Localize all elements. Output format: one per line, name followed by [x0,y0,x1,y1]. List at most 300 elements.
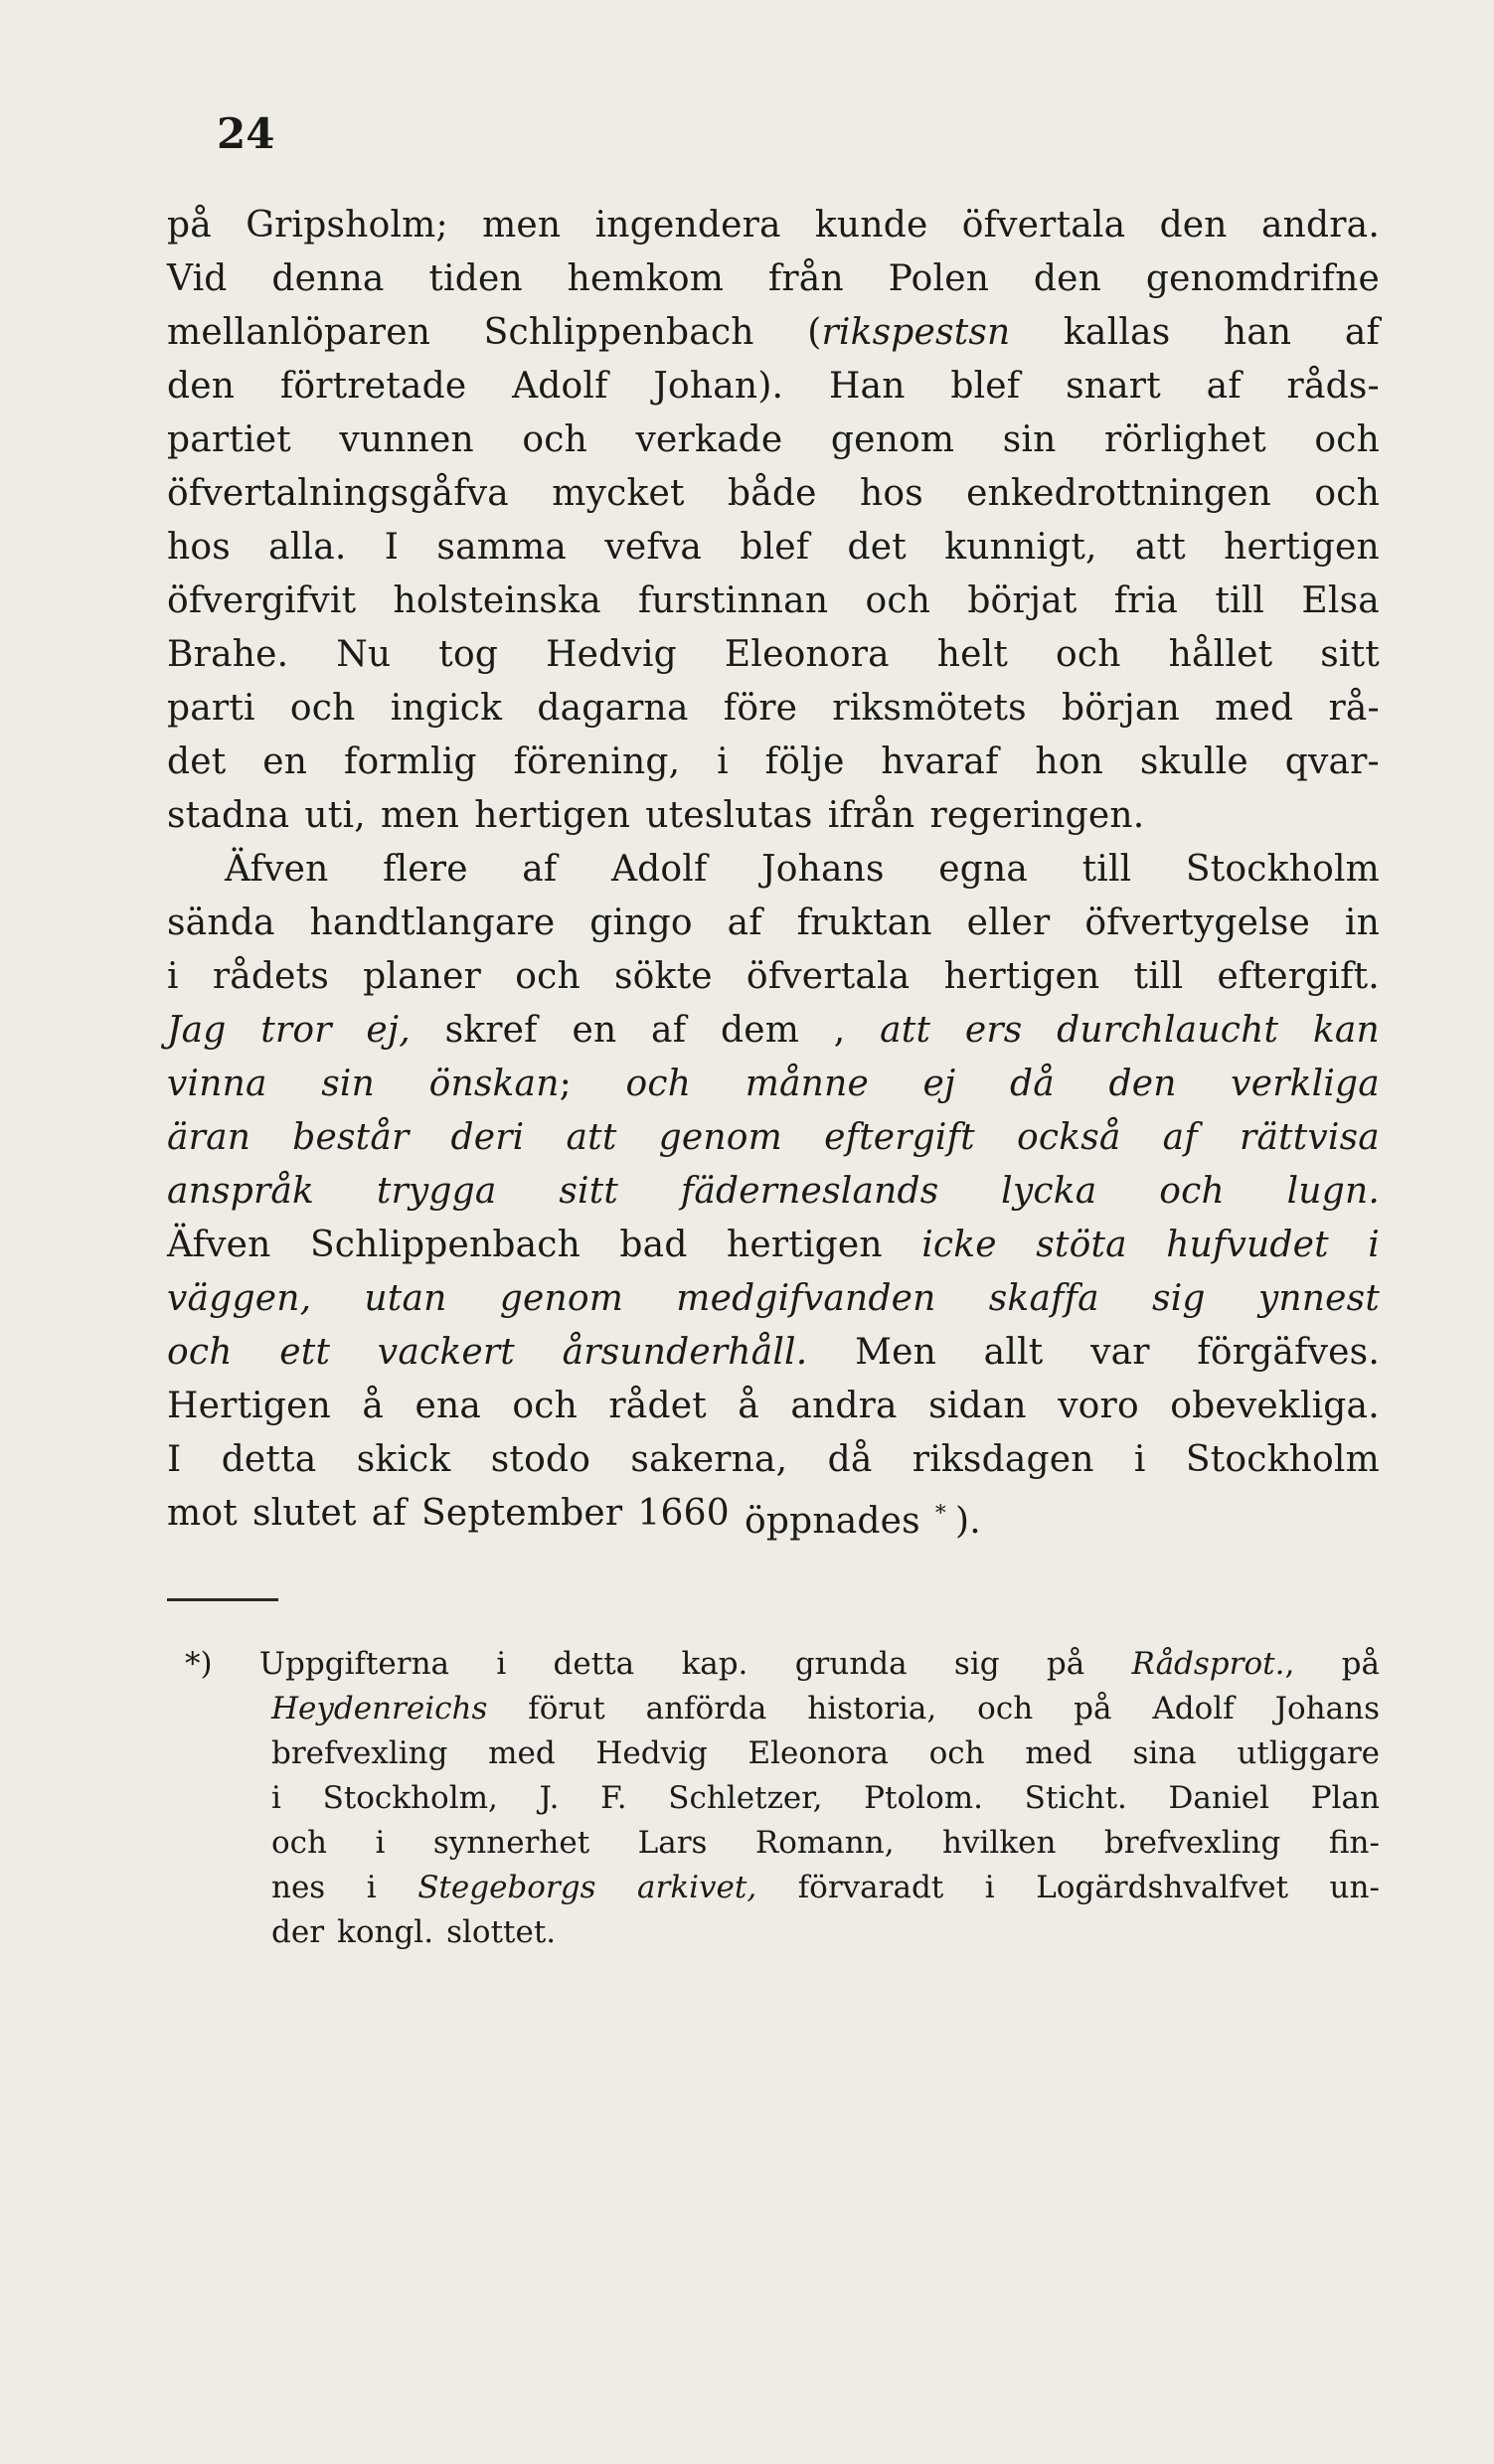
body-line [167,1487,1380,1541]
body-word: hertigen [474,795,631,836]
body-word: med [1215,688,1294,729]
footnote [167,1642,1380,1955]
footnote-word: Rådsprot. [1131,1646,1285,1682]
body-word: I [384,527,400,568]
footnote-line [167,1910,1380,1955]
footnote-word: och [977,1691,1034,1726]
body-word: af [1206,366,1242,407]
body-word: riksdagen [912,1439,1094,1480]
body-word: ena [415,1386,482,1426]
body-word: Schlippenbach [309,1225,581,1265]
body-word: men [482,205,562,246]
footnote-word: *) [185,1646,213,1682]
body-word: på [167,205,212,246]
body-word: då [827,1439,873,1480]
body-word: å [738,1386,759,1426]
body-word: sökte [614,956,713,997]
body-word: riksmötets [832,688,1027,729]
body-word: hufvudet [1166,1225,1329,1265]
body-word: Elsa [1301,580,1380,621]
body-word: hvaraf [881,741,999,782]
body-word: han [1223,312,1292,353]
body-line [167,789,1380,843]
body-word: alla. [268,527,347,568]
body-word: och [167,1332,233,1373]
body-word: från [767,258,844,299]
body-word: furstinnan [638,580,829,621]
body-word: den [1108,1064,1177,1104]
body-word: Stockholm [1185,1439,1380,1480]
body-line [167,1111,1380,1165]
body-word: ingick [390,688,503,729]
body-word: öfvertalningsgåfva [167,473,509,514]
body-line [167,1219,1380,1272]
body-line [167,628,1380,682]
footnote-word: Stockholm, [322,1780,498,1816]
footnote-word: fin- [1328,1825,1380,1861]
footnote-word: kongl. [337,1914,434,1950]
body-word: dem [720,1010,800,1051]
body-word: ers [964,1010,1023,1051]
body-word: snart [1066,366,1161,407]
body-word: medgifvanden [676,1278,936,1319]
body-line [167,1380,1380,1433]
body-word: qvar- [1284,741,1380,782]
footnote-word: med [488,1735,556,1771]
body-word: att [880,1010,931,1051]
body-word: sitt [559,1171,619,1212]
body-word: bad [619,1225,688,1265]
body-line [167,1004,1380,1058]
body-line [167,521,1380,575]
body-word: andra. [1260,205,1380,246]
footnote-word: i [984,1870,995,1905]
body-word: öfvertygelse [1084,903,1311,943]
footnote-word: Sticht. [1024,1780,1127,1816]
footnote-word: un- [1329,1870,1380,1905]
body-word: äran [167,1117,251,1158]
body-word: till [1081,849,1132,890]
body-word: var [1090,1332,1150,1373]
body-word: mycket [552,473,685,514]
body-word: dagarna [537,688,689,729]
footnote-word: i [271,1780,281,1816]
footnote-word: med [1025,1735,1092,1771]
footnote-word: Heydenreichs [271,1691,488,1726]
body-line [167,950,1380,1004]
body-word: sakerna, [630,1439,788,1480]
body-word-group [429,1058,572,1111]
body-word: anspråk [167,1171,315,1212]
body-word: af [522,849,558,890]
body-word: då [1009,1064,1055,1104]
body-word: och [522,419,588,460]
footnote-word: Lars [637,1825,708,1861]
body-word: Äfven [167,1225,271,1265]
body-word: hållet [1168,634,1273,675]
body-word: i [1133,1439,1146,1480]
body-word: fruktan [796,903,932,943]
body-line [167,252,1380,306]
body-word: sin [321,1064,376,1104]
body-word: I [167,1439,182,1480]
body-line [167,467,1380,521]
body-word: lugn. [1286,1171,1380,1212]
body-word: sända [167,903,275,943]
body-word: Äfven [225,849,329,890]
body-word: uti, [304,795,366,836]
footnote-word: och [271,1825,327,1861]
body-word: den [1159,205,1228,246]
page-number: 24 [217,109,275,158]
body-word: och [865,580,931,621]
body-word: Schlippenbach [483,312,754,353]
body-word: rättvisa [1239,1117,1380,1158]
body-word: eftergift. [1217,956,1380,997]
body-word: sidan [928,1386,1027,1426]
body-word: en [262,741,308,782]
body-word: mellanlöparen [167,312,431,353]
footnote-word: förvaradt [797,1870,944,1905]
footnote-word: grunda [794,1646,908,1682]
body-word: blef [740,527,810,568]
body-word: Eleonora [724,634,890,675]
body-word: en [572,1010,617,1051]
footnote-line [167,1776,1380,1821]
body-line [167,897,1380,950]
body-word: regeringen. [929,795,1145,836]
body-word: enkedrottningen [966,473,1272,514]
body-word: fäderneslands [680,1171,939,1212]
body-word: hemkom [567,258,725,299]
body-word: ingendera [594,205,781,246]
body-word: och [1056,634,1121,675]
body-word: flere [383,849,468,890]
body-line [167,1272,1380,1326]
body-word: Adolf [610,849,708,890]
body-word: Han [828,366,906,407]
body-word: af [651,1010,687,1051]
body-word: månne [745,1064,869,1104]
body-word: af [371,1493,407,1534]
body-word: börjat [967,580,1078,621]
footnote-line [167,1866,1380,1910]
body-word: Johans [761,849,885,890]
body-word: planer [363,956,482,997]
body-word: , [833,1010,846,1051]
footnote-word: utliggare [1237,1735,1380,1771]
body-word: ej, [366,1010,411,1051]
body-word: öfvertala [961,205,1126,246]
body-word: fria [1113,580,1179,621]
body-word: å [362,1386,385,1426]
footnote-word: arkivet, [637,1870,757,1905]
footnote-word: anförda [645,1691,767,1726]
body-word: genom [499,1278,624,1319]
body-word: uteslutas [645,795,813,836]
body-word: och [625,1064,692,1104]
body-line [167,1433,1380,1487]
body-word: Stockholm [1185,849,1380,890]
body-word: sin [1002,419,1057,460]
body-word: men [380,795,460,836]
body-word: till [1215,580,1265,621]
body-word: Hertigen [167,1386,332,1426]
body-word: tror [260,1010,332,1051]
body-word: blef [950,366,1021,407]
footnote-word: Uppgifterna [258,1646,450,1682]
body-word: öfvergifvit [167,580,357,621]
body-word: trygga [376,1171,497,1212]
footnote-line [167,1821,1380,1866]
footnote-word: J. [539,1780,560,1816]
body-word: hertigen [726,1225,883,1265]
body-word: slutet [252,1493,357,1534]
body-word: rådets [212,956,330,997]
footnote-word: och [928,1735,985,1771]
body-word: egna [938,849,1029,890]
body-word: och [1314,419,1380,460]
footnote-word: i [366,1870,377,1905]
body-word: andra [790,1386,898,1426]
body-word: i [167,956,179,997]
body-word: ej [922,1064,956,1104]
body-word: hon [1035,741,1104,782]
body-word: det [847,527,907,568]
body-word: genom [658,1117,782,1158]
body-line [167,682,1380,736]
body-word: förening, [513,741,681,782]
body-word: genom [830,419,955,460]
body-word: och [515,956,581,997]
body-word: kunde [814,205,928,246]
body-word: lycka [1001,1171,1097,1212]
body-word: hertigen [943,956,1100,997]
body-word: eller [966,903,1051,943]
body-text [167,199,1380,1541]
footnote-word: Romann, [754,1825,895,1861]
body-word: och [1159,1171,1225,1212]
body-word: skaffa [988,1278,1099,1319]
body-word: rå- [1328,688,1380,729]
body-word: Men [855,1332,937,1373]
body-word: kunnigt, [944,527,1097,568]
footnote-word: Plan [1310,1780,1380,1816]
body-word: vinna [167,1064,267,1104]
body-word: Adolf [512,366,608,407]
footnote-word: förut [528,1691,605,1726]
body-word: följe [764,741,845,782]
body-word: utan [364,1278,447,1319]
body-word: sitt [1320,634,1380,675]
body-word: parti [167,688,255,729]
body-word: ett [279,1332,331,1373]
body-word: råds- [1286,366,1380,407]
body-word: genomdrifne [1145,258,1380,299]
body-word: rörlighet [1103,419,1266,460]
body-word: verkade [635,419,783,460]
body-word: också [1016,1117,1121,1158]
body-word: stöta [1036,1225,1127,1265]
body-word: hos [859,473,923,514]
body-word: ( [807,312,822,353]
body-line [167,360,1380,413]
body-word: Brahe. [167,634,289,675]
body-word: och [1314,473,1380,514]
body-word: Johan). [653,366,784,407]
body-word: skick [356,1439,451,1480]
footnote-word: Johans [1274,1691,1380,1726]
body-word: förgäfves. [1197,1332,1380,1373]
body-word: Hedvig [546,634,677,675]
body-word: rikspestsn [821,312,1011,353]
footnote-word: i [375,1825,386,1861]
body-line [167,413,1380,467]
body-word: kallas [1063,312,1171,353]
body-word: skulle [1139,741,1248,782]
body-word: Vid [167,258,228,299]
body-word: 1660 [637,1493,730,1534]
footnote-word: Schletzer, [668,1780,823,1816]
body-word: partiet [167,419,291,460]
footnote-word: Stegeborgs [417,1870,596,1905]
body-word: tiden [428,258,523,299]
footnote-word: Ptolom. [864,1780,983,1816]
body-word: väggen, [167,1278,312,1319]
body-word: den [1033,258,1102,299]
footnote-word: sina [1132,1735,1197,1771]
footnote-word: historia, [807,1691,937,1726]
footnote-word: synnerhet [432,1825,590,1861]
body-word: öppnades [744,1501,920,1542]
footnote-word: sig [953,1646,1000,1682]
body-word: och [512,1386,579,1426]
footnote-separator [167,1598,278,1601]
body-word: hertigen [1224,527,1380,568]
body-word: årsunderhåll. [562,1332,808,1373]
body-word: det [167,741,227,782]
body-word: sig [1152,1278,1206,1319]
body-word: i [1368,1225,1380,1265]
body-word: början [1062,688,1180,729]
body-word: ifrån [827,795,915,836]
body-word: in [1344,903,1380,943]
footnote-word: der [271,1914,325,1950]
body-word: vunnen [339,419,474,460]
body-word: * [934,1501,946,1526]
body-word: förtretade [279,366,467,407]
body-word: af [1162,1117,1198,1158]
body-word-group [807,306,1010,360]
body-line [167,843,1380,897]
footnote-line [167,1687,1380,1731]
footnote-word: Adolf [1152,1691,1235,1726]
body-line [167,736,1380,789]
body-word: i [717,741,729,782]
body-word: ynnest [1257,1278,1380,1319]
body-line [167,1326,1380,1380]
footnote-word: Logärdshvalfvet [1036,1870,1289,1905]
body-word: denna [271,258,385,299]
footnote-word: F. [600,1780,627,1816]
body-word: gingo [589,903,693,943]
body-word: mot [167,1493,238,1534]
body-word: vackert [377,1332,515,1373]
body-word: Nu [336,634,392,675]
footnote-word: nes [271,1870,326,1905]
body-word: består [292,1117,410,1158]
body-word: eftergift [824,1117,975,1158]
body-word: öfvertala [746,956,911,997]
footnote-word: på [1341,1646,1380,1682]
body-word: voro [1058,1386,1139,1426]
body-word: önskan [428,1064,560,1104]
footnote-word: hvilken [942,1825,1057,1861]
body-line [167,306,1380,360]
body-word: både [727,473,817,514]
footnote-word: i [496,1646,507,1682]
body-word: Polen [888,258,990,299]
body-word: hos [167,527,231,568]
footnote-word: Hedvig [595,1735,708,1771]
footnote-word: brefvexling [1103,1825,1281,1861]
body-word: till [1133,956,1184,997]
body-line [167,1165,1380,1219]
footnote-word: slottet. [446,1914,557,1950]
body-word: deri [450,1117,525,1158]
body-word-group [745,1487,996,1541]
body-word: af [1344,312,1380,353]
body-word: vefva [604,527,703,568]
footnote-line [167,1731,1380,1776]
body-word: Jag [167,1010,227,1051]
body-word: icke [921,1225,997,1265]
body-word: verkliga [1231,1064,1380,1104]
body-line [167,199,1380,252]
footnote-word: Daniel [1168,1780,1270,1816]
body-word: allt [983,1332,1044,1373]
body-word: skref [444,1010,538,1051]
body-word: obevekliga. [1170,1386,1380,1426]
body-word: handtlangare [309,903,556,943]
body-word: stodo [490,1439,591,1480]
body-word: ; [559,1064,572,1104]
body-word: September [421,1493,623,1534]
body-word: före [723,688,798,729]
body-word: kan [1312,1010,1380,1051]
footnote-word: på [1046,1646,1085,1682]
body-word: af [727,903,762,943]
body-line [167,1058,1380,1111]
footnote-word: kap. [681,1646,748,1682]
body-word: ). [954,1501,981,1542]
body-word: och [289,688,356,729]
body-word: samma [436,527,568,568]
body-word: holsteinska [393,580,601,621]
footnote-word: på [1074,1691,1112,1726]
body-word: att [566,1117,617,1158]
body-word: Gripsholm; [246,205,448,246]
footnote-word: detta [553,1646,635,1682]
body-line [167,575,1380,628]
body-word: formlig [343,741,477,782]
body-word: att [1134,527,1186,568]
body-word: helt [936,634,1009,675]
footnote-word: , [1284,1646,1295,1682]
body-word: rådet [608,1386,707,1426]
body-word: den [167,366,236,407]
footnote-word: Eleonora [747,1735,889,1771]
